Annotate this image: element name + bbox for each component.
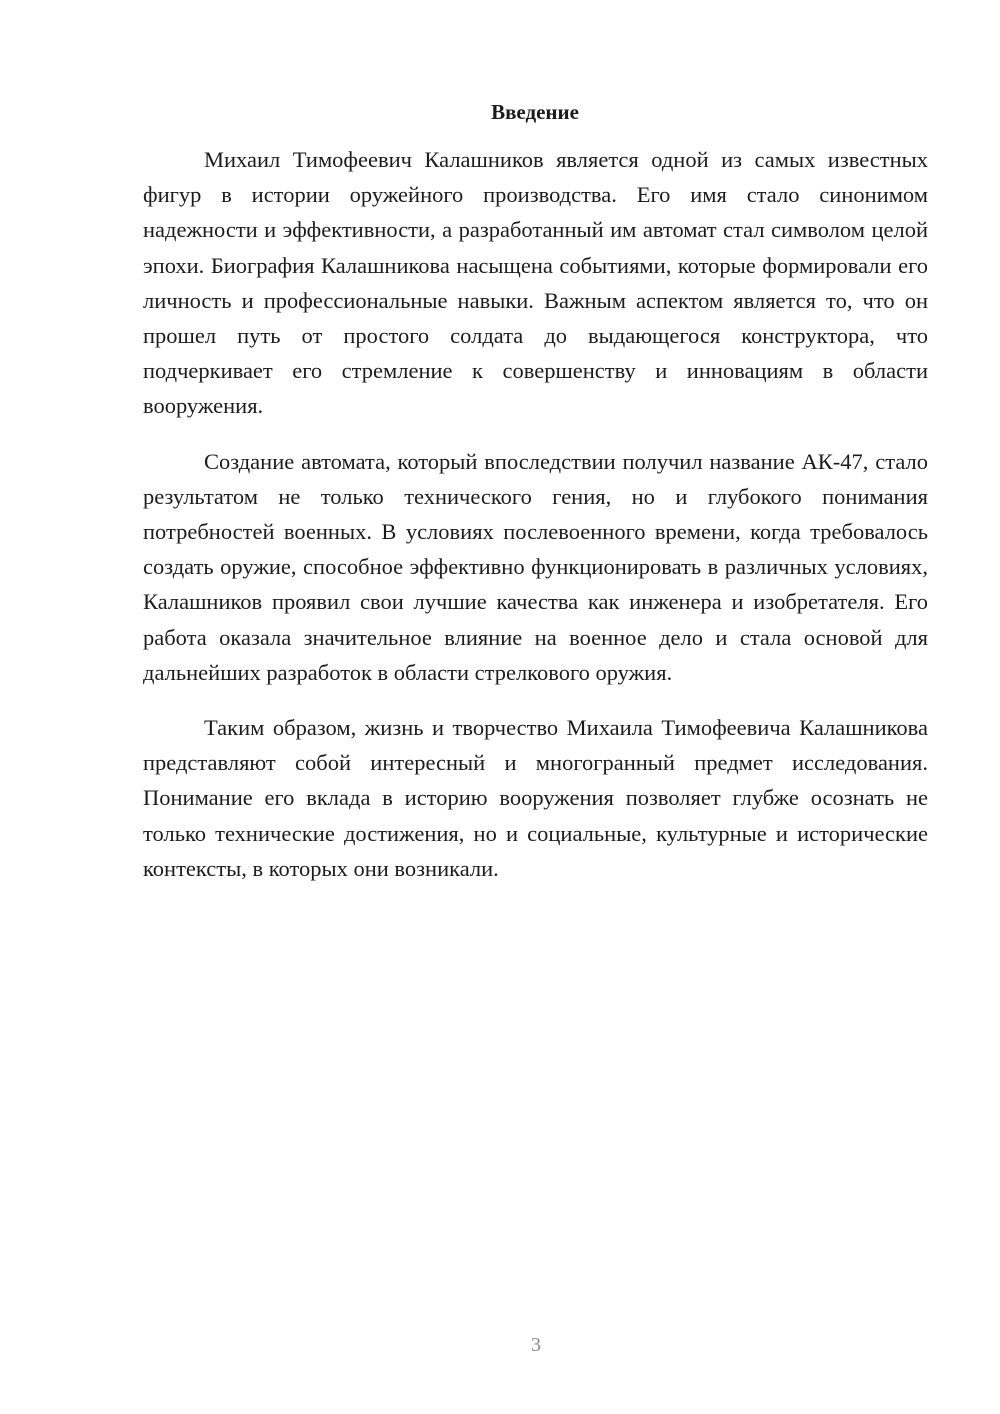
page-number: 3: [531, 1334, 541, 1356]
paragraph-2: Создание автомата, который впоследствии получил название АК-47, стало результатом не только технического гения, но и глубокого понимания потребностей военных. В условиях послевоенного времени, когда требовалось создать оружие, способное эффективно функционировать в различных условиях, Калашников проявил свои лучшие качества как инженера и изобретателя. Его работа оказала значительное влияние на военное дело и стала основой для дальнейших разработок в области стрелкового оружия.: [143, 448, 928, 685]
paragraph-1: Михаил Тимофеевич Калашников является одной из самых известных фигур в истории оружейного производства. Его имя стало синонимом надежности и эффективности, а разработанный им автомат стал символом целой эпохи. Биография Калашникова насыщена событиями, которые формировали его личность и профессиональные навыки. Важным аспектом является то, что он прошел путь от простого солдата до выдающегося конструктора, что подчеркивает его стремление к совершенству и инновациям в области вооружения.: [143, 147, 928, 419]
section-title: Введение: [491, 100, 579, 124]
body-text: [143, 142, 928, 906]
paragraph-3: Таким образом, жизнь и творчество Михаила Тимофеевича Калашникова представляют собой интересный и многогранный предмет исследования. Понимание его вклада в историю вооружения позволяет глубже осознать не только технические достижения, но и социальные, культурные и исторические контексты, в которых они возникали.: [143, 715, 928, 881]
